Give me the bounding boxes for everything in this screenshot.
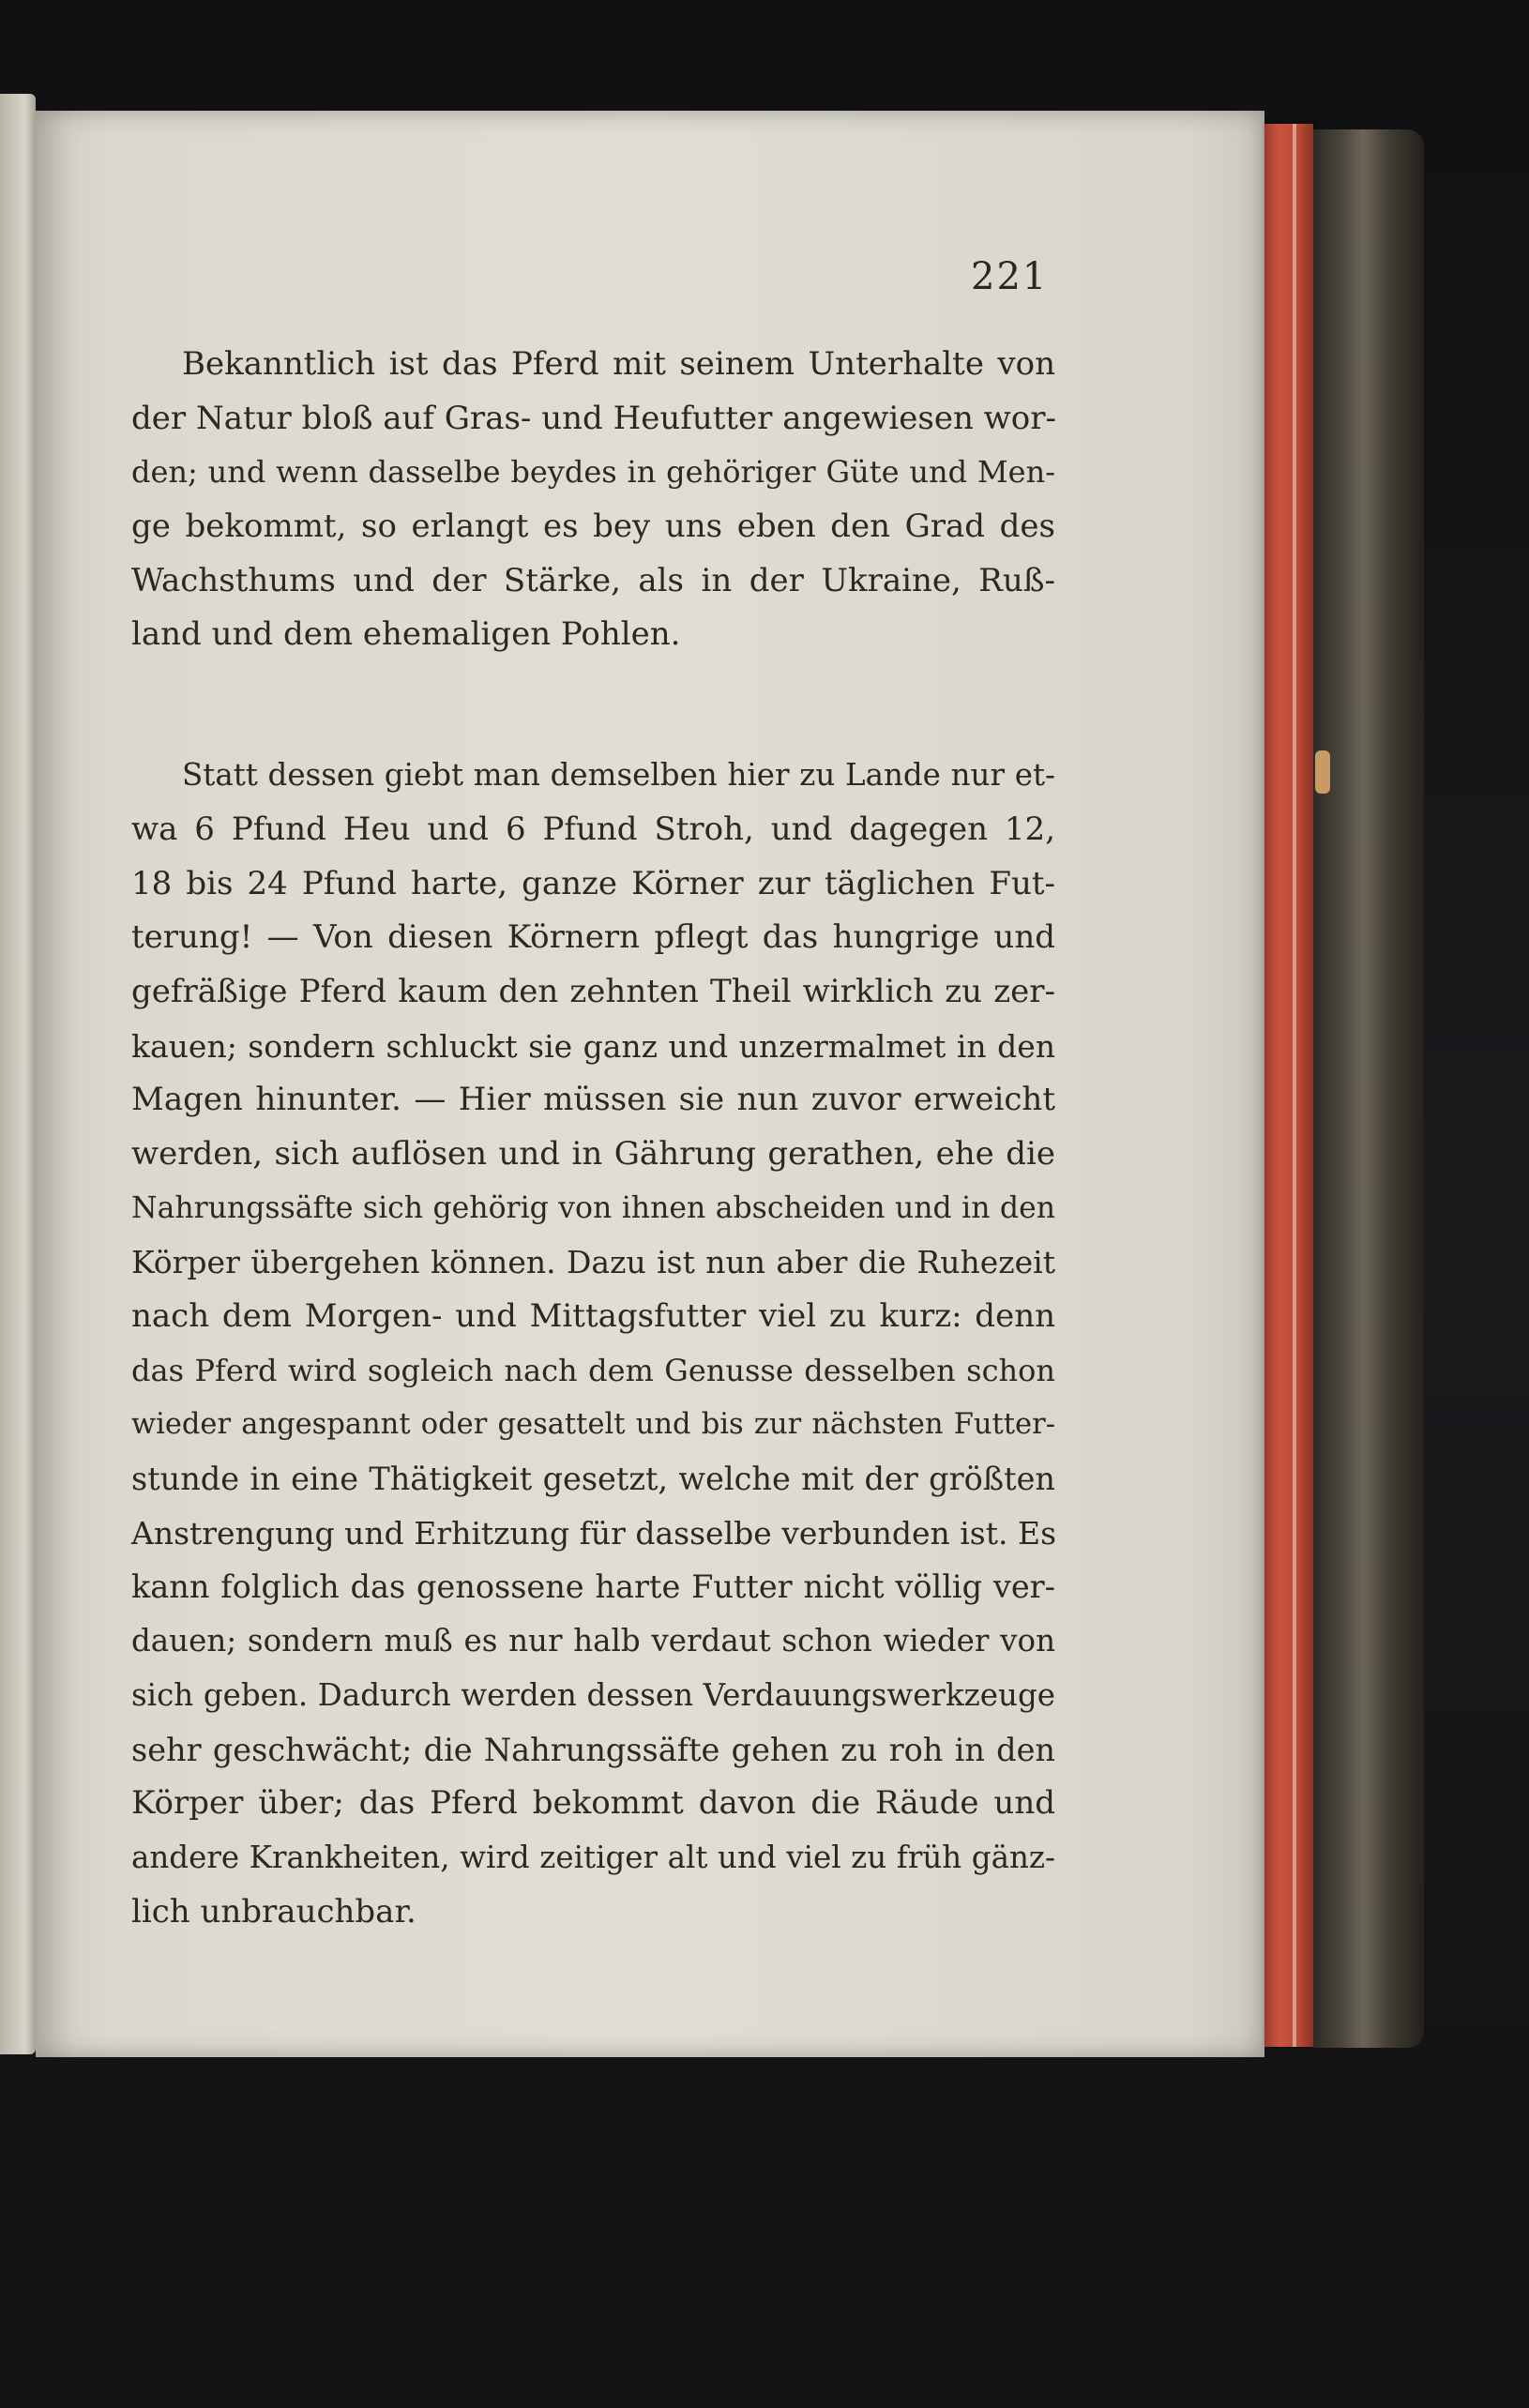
text-line: sich geben. Dadurch werden dessen Verdauungswerkzeuge [131, 1676, 1055, 1713]
cover-wear-spot [1315, 750, 1330, 794]
paragraph-1 [131, 338, 1055, 662]
text-line: den; und wenn dasselbe beydes in gehöriger Güte und Men- [131, 454, 1055, 491]
text-line: kauen; sondern schluckt sie ganz und unzermalmet in den [131, 1027, 1055, 1065]
text-line: Bekanntlich ist das Pferd mit seinem Unterhalte von [182, 345, 1055, 383]
page-edge-highlight [1293, 124, 1296, 2047]
text-line: gefräßige Pferd kaum den zehnten Theil wirklich zu zer- [131, 972, 1055, 1010]
text-line: land und dem ehemaligen Pohlen. [131, 615, 681, 654]
text-line: Wachsthums und der Stärke, als in der Ukraine, Ruß- [131, 561, 1055, 599]
text-line: nach dem Morgen- und Mittagsfutter viel zu kurz: denn [131, 1297, 1055, 1335]
text-line: lich unbrauchbar. [131, 1892, 416, 1931]
text-line: werden, sich auflösen und in Gährung gerathen, ehe die [131, 1134, 1055, 1173]
text-line: dauen; sondern muß es nur halb verdaut schon wieder von [131, 1623, 1055, 1659]
body-text [131, 338, 1055, 1939]
text-line: der Natur bloß auf Gras- und Heufutter angewiesen wor- [131, 399, 1056, 437]
text-line: kann folglich das genossene harte Futter nicht völlig ver- [131, 1568, 1055, 1606]
text-line: Anstrengung und Erhitzung für dasselbe verbunden ist. Es [131, 1514, 1057, 1552]
text-line: andere Krankheiten, wird zeitiger alt und viel zu früh gänz- [131, 1839, 1055, 1875]
text-line: Körper übergehen können. Dazu ist nun aber die Ruhezeit [131, 1244, 1055, 1281]
text-line: Nahrungssäfte sich gehörig von ihnen abscheiden und in den [131, 1190, 1055, 1225]
text-line: sehr geschwächt; die Nahrungssäfte gehen zu roh in den [131, 1731, 1055, 1768]
red-page-edges [1264, 124, 1313, 2047]
book-cover-spine [1313, 129, 1424, 2048]
paragraph-gap [131, 662, 1055, 749]
paragraph-2 [131, 749, 1055, 1939]
left-page-edge [0, 94, 36, 2054]
text-line: stunde in eine Thätigkeit gesetzt, welche mit der größten [131, 1461, 1055, 1498]
text-line: Körper über; das Pferd bekommt davon die Räude und [131, 1784, 1055, 1823]
text-line: Statt dessen giebt man demselben hier zu Lande nur et- [182, 757, 1055, 794]
text-line: wieder angespannt oder gesattelt und bis zur nächsten Futter- [131, 1408, 1055, 1442]
text-line: 18 bis 24 Pfund harte, ganze Körner zur täglichen Fut- [131, 864, 1055, 902]
text-line: terung! — Von diesen Körnern pflegt das hungrige und [131, 918, 1055, 957]
page-number: 221 [971, 255, 1049, 298]
text-line: Magen hinunter. — Hier müssen sie nun zuvor erweicht [131, 1081, 1055, 1119]
text-line: wa 6 Pfund Heu und 6 Pfund Stroh, und dagegen 12, [131, 810, 1055, 848]
text-line: das Pferd wird sogleich nach dem Genusse desselben schon [131, 1352, 1055, 1388]
text-line: ge bekommt, so erlangt es bey uns eben den Grad des [131, 507, 1055, 546]
